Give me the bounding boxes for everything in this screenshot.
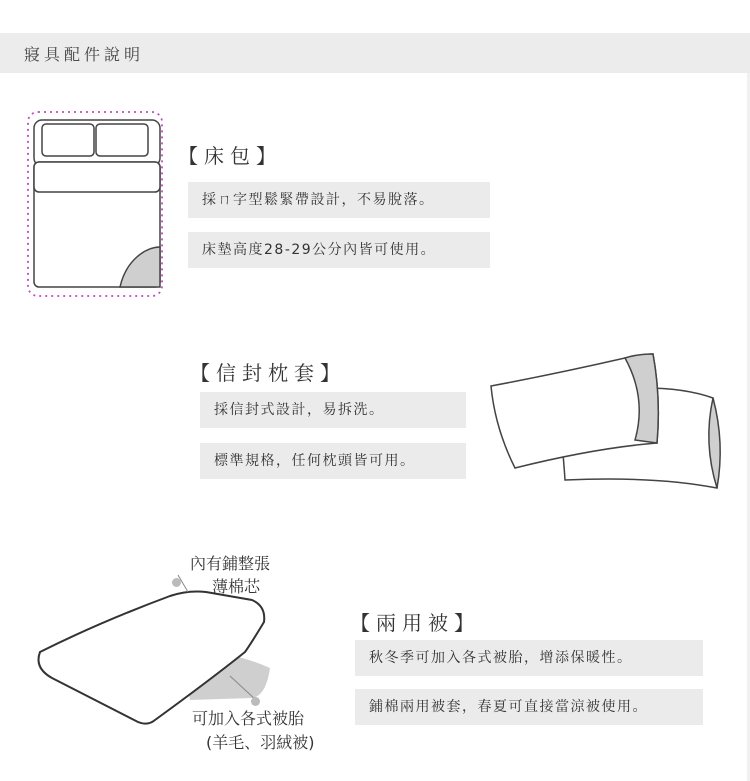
quilt-feature-1: 秋冬季可加入各式被胎，增添保暖性。 [355, 640, 703, 676]
bed-package-title: 【床包】 [178, 144, 282, 168]
pillowcase-feature-1: 採信封式設計，易拆洗。 [200, 392, 466, 428]
callout-bottom-dot [251, 697, 260, 706]
quilt-body [39, 592, 265, 724]
bed-pillow-left [42, 124, 94, 156]
callout-top-line-2: 薄棉芯 [212, 577, 261, 596]
bed-pillow-right [96, 124, 148, 156]
pillowcase-feature-2: 標準規格，任何枕頭皆可用。 [200, 443, 466, 479]
pillow-illustration [485, 348, 725, 493]
bed-package-feature-1: 採ㄇ字型鬆緊帶設計，不易脫落。 [188, 182, 490, 218]
bed-illustration [26, 110, 166, 300]
quilt-title: 【兩用被】 [350, 611, 480, 635]
bed-package-feature-2: 床墊高度28-29公分內皆可使用。 [188, 232, 490, 268]
header-bar [0, 33, 750, 73]
pillowcase-title: 【信封枕套】 [190, 361, 346, 385]
callout-bottom-line-1: 可加入各式被胎 [192, 709, 305, 728]
bed-sheet-fold [34, 162, 160, 192]
callout-top-dot [172, 578, 181, 587]
page-title: 寢具配件說明 [24, 45, 145, 64]
callout-bottom-line-2: (羊毛、羽絨被) [206, 733, 315, 752]
quilt-feature-2: 鋪棉兩用被套，春夏可直接當涼被使用。 [355, 689, 703, 725]
callout-top-line-1: 內有鋪整張 [190, 554, 271, 573]
